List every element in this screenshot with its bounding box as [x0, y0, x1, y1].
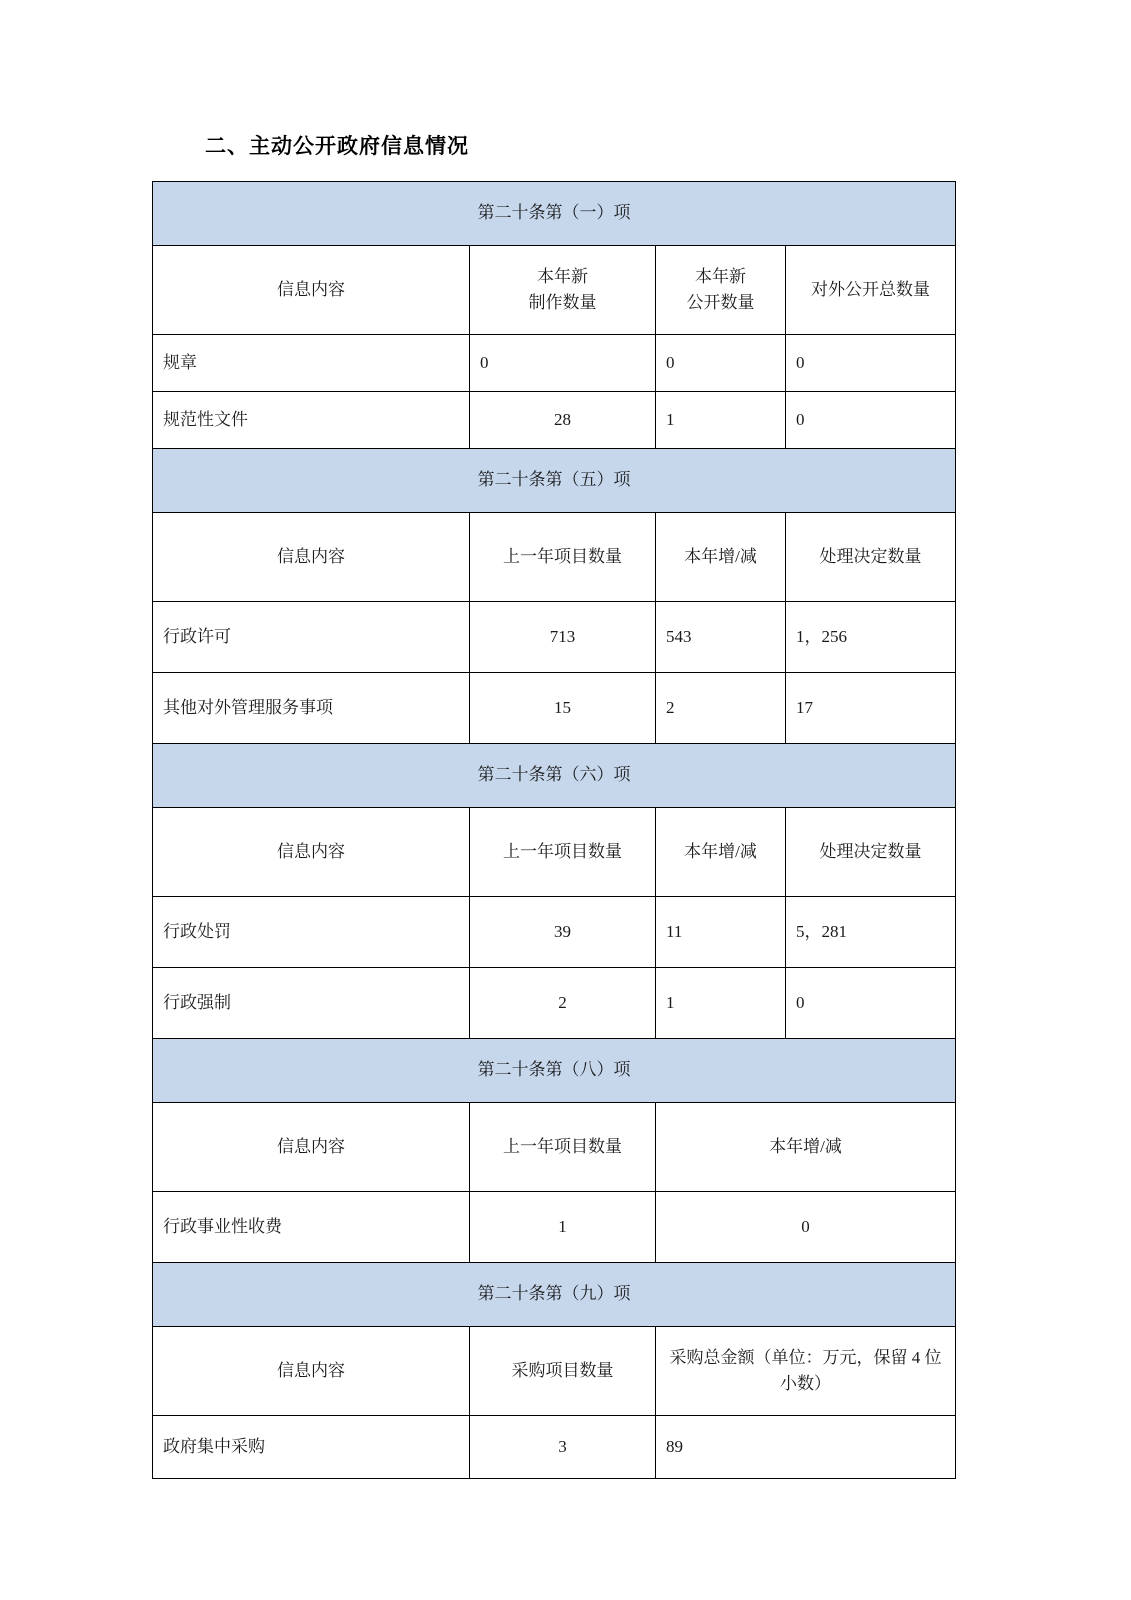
section-band-label: 第二十条第（六）项: [153, 744, 956, 808]
row-label: 行政许可: [153, 602, 470, 673]
row-value: 3: [470, 1416, 656, 1479]
row-value: 1: [470, 1192, 656, 1263]
column-header-info-content: 信息内容: [153, 246, 470, 335]
header-line-1: 本年新: [695, 266, 746, 286]
row-value: 0: [786, 968, 956, 1039]
column-header-row: [153, 1103, 956, 1192]
row-label: 行政强制: [153, 968, 470, 1039]
row-label: 行政处罚: [153, 897, 470, 968]
row-value: 28: [470, 392, 656, 449]
section-band-row: [153, 449, 956, 513]
column-header-row: [153, 246, 956, 335]
section-band-row: [153, 1263, 956, 1327]
row-value: 15: [470, 673, 656, 744]
section-band-label: 第二十条第（九）项: [153, 1263, 956, 1327]
header-line-2: 制作数量: [528, 293, 597, 312]
row-value: 0: [656, 1192, 956, 1263]
column-header-info-content: 信息内容: [153, 1327, 470, 1416]
row-label: 规章: [153, 335, 470, 392]
row-value: 1，256: [786, 602, 956, 673]
column-header-row: [153, 1327, 956, 1416]
table-row: [153, 1416, 956, 1479]
column-header-year-change: 本年增/减: [656, 1103, 956, 1192]
column-header-row: [153, 808, 956, 897]
row-value: 2: [470, 968, 656, 1039]
table-row: [153, 335, 956, 392]
section-band-label: 第二十条第（一）项: [153, 182, 956, 246]
column-header-year-change: 本年增/减: [656, 513, 786, 602]
table-row: [153, 968, 956, 1039]
row-value: 0: [470, 335, 656, 392]
row-value: 5，281: [786, 897, 956, 968]
column-header-prev-year-count: 上一年项目数量: [470, 1103, 656, 1192]
row-value: 11: [656, 897, 786, 968]
row-label: 行政事业性收费: [153, 1192, 470, 1263]
column-header-decision-count: 处理决定数量: [786, 513, 956, 602]
column-header-new-created: [470, 246, 656, 335]
page-title: 二、主动公开政府信息情况: [205, 134, 469, 158]
column-header-info-content: 信息内容: [153, 513, 470, 602]
table-row: [153, 673, 956, 744]
row-value: 713: [470, 602, 656, 673]
row-label: 政府集中采购: [153, 1416, 470, 1479]
row-value: 17: [786, 673, 956, 744]
section-band-row: [153, 744, 956, 808]
row-label: 规范性文件: [153, 392, 470, 449]
section-band-row: [153, 182, 956, 246]
row-value: 1: [656, 968, 786, 1039]
column-header-row: [153, 513, 956, 602]
column-header-year-change: 本年增/减: [656, 808, 786, 897]
column-header-procurement-count: 采购项目数量: [470, 1327, 656, 1416]
column-header-info-content: 信息内容: [153, 1103, 470, 1192]
column-header-new-disclosed: [656, 246, 786, 335]
row-value: 543: [656, 602, 786, 673]
table-row: [153, 392, 956, 449]
row-value: 2: [656, 673, 786, 744]
section-band-label: 第二十条第（五）项: [153, 449, 956, 513]
header-line-2: 公开数量: [686, 293, 755, 312]
row-value: 0: [786, 335, 956, 392]
header-line-1: 本年新: [537, 266, 588, 286]
row-value: 39: [470, 897, 656, 968]
column-header-total-disclosed: 对外公开总数量: [786, 246, 956, 335]
government-info-disclosure-table: [152, 181, 956, 1479]
column-header-procurement-amount: 采购总金额（单位：万元，保留 4 位小数）: [656, 1327, 956, 1416]
section-band-row: [153, 1039, 956, 1103]
row-label: 其他对外管理服务事项: [153, 673, 470, 744]
government-info-disclosure-table-wrapper: [152, 181, 955, 1479]
section-band-label: 第二十条第（八）项: [153, 1039, 956, 1103]
row-value: 0: [786, 392, 956, 449]
column-header-prev-year-count: 上一年项目数量: [470, 513, 656, 602]
table-row: [153, 602, 956, 673]
row-value: 0: [656, 335, 786, 392]
row-value: 89: [656, 1416, 956, 1479]
column-header-decision-count: 处理决定数量: [786, 808, 956, 897]
column-header-prev-year-count: 上一年项目数量: [470, 808, 656, 897]
table-row: [153, 1192, 956, 1263]
row-value: 1: [656, 392, 786, 449]
table-row: [153, 897, 956, 968]
column-header-info-content: 信息内容: [153, 808, 470, 897]
